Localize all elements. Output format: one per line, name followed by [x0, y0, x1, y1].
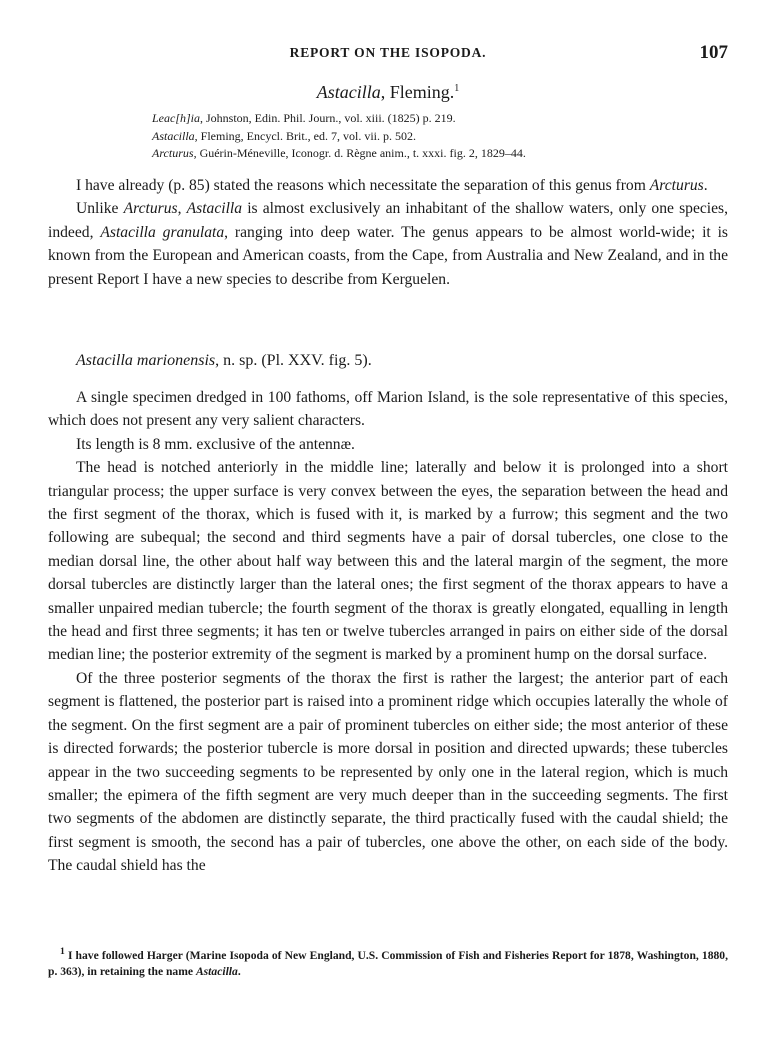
running-head — [48, 42, 728, 66]
page-number: 107 — [699, 42, 728, 63]
description-paragraph: A single specimen dredged in 100 fathoms, off Marion Island, is the sole representative of this species, which does not present any very salient characters. — [48, 389, 728, 430]
footnote-text-end: . — [237, 964, 241, 978]
species-suffix: , n. sp. (Pl. XXV. fig. 5). — [215, 352, 372, 369]
text-run: , — [177, 200, 187, 218]
species-name: Astacilla marionensis — [76, 352, 216, 369]
footnote-taxon: Astacilla — [195, 964, 238, 978]
description-paragraph: Of the three posterior segments of the thorax the first is rather the largest; the anterior part of each segment is flattened, the posterior part is raised into a prominent ridge which occupies laterally the whole of the segment. On the first segment are a pair of prominent tubercles on either side; the most anterior of these is directed forwards; the posterior tubercle is more dorsal in position and directed upwards; these tubercles appear in the two succeeding segments to be represented by only one in the lateral region, which is much smaller; the epimera of the fifth segment are very much deeper than in the succeeding segments. The first two segments of the abdomen are distinctly separate, the third practically fused with the caudal shield; the first segment is smooth, the second has a pair of tubercles, one above the other, on each side of the body. The caudal shield has the — [48, 669, 728, 875]
footnote-mark: 1 — [60, 946, 65, 957]
text-run: , ranging into deep water. The genus appears to be almost world-wide; it is known from the European and American coasts, from the Cape, from Australia and New Zealand, and in the present Report I have a new species to describe from Kerguelen. — [48, 223, 728, 288]
intro-paragraph — [48, 174, 728, 197]
description-paragraph: Its length is 8 mm. exclusive of the antennæ. — [76, 435, 355, 453]
text-run: is almost exclusively an inhabitant of the shallow waters, only one species, indeed, — [48, 200, 729, 241]
genus-heading — [0, 82, 776, 103]
taxon-name: Astacilla granulata — [100, 223, 225, 241]
taxon-name: Arcturus — [123, 200, 178, 218]
species-description — [48, 386, 728, 878]
footnote-text: I have followed Harger (Marine Isopoda of New England, U.S. Commission of Fish and Fisheries Report for 1878, Washington, 1880, p. 363), in retaining the name — [48, 948, 728, 978]
text-run: I have already (p. 85) stated the reasons which necessitate the separation of this genus from — [76, 177, 650, 194]
intro-paragraph — [48, 197, 728, 291]
synonym-name: Leac[h]ia — [152, 111, 200, 125]
synonym-citation: , Fleming, Encycl. Brit., ed. 7, vol. vii. p. 502. — [194, 128, 416, 143]
synonym-name: Arcturus — [152, 146, 194, 160]
text-run: . — [703, 177, 708, 194]
synonymy-list — [152, 110, 752, 163]
taxon-name: Astacilla — [186, 200, 243, 218]
species-heading — [76, 352, 372, 370]
taxon-name: Arcturus — [649, 177, 704, 194]
genus-introduction — [48, 174, 728, 291]
synonym-citation: , Guérin-Méneville, Iconogr. d. Règne anim., t. xxxi. fig. 2, 1829–44. — [193, 146, 526, 160]
synonymy-entry — [152, 128, 752, 146]
genus-author: , Fleming. — [380, 82, 455, 102]
synonymy-entry — [152, 145, 752, 163]
text-run: Unlike — [76, 200, 124, 218]
genus-name: Astacilla — [316, 82, 381, 102]
genus-footnote-mark: 1 — [454, 83, 460, 94]
description-paragraph: The head is notched anteriorly in the middle line; laterally and below it is prolonged into a short triangular process; the upper surface is very convex between the eyes, the separation between the head and the first segment of the thorax, which is fused with it, is marked by a furrow; this segment and the two following are subequal; the second and third segments have a pair of dorsal tubercles, one close to the median dorsal line, the other about half way between this and the lateral margin of the segment, the more dorsal tubercles are distinctly larger than the lateral ones; the first segment of the thorax appears to have a smaller unpaired median tubercle; the fourth segment of the thorax is greatly elongated, equalling in length the head and first three segments; it has ten or twelve tubercles arranged in pairs on either side of the dorsal median line; the posterior extremity of the segment is marked by a prominent hump on the dorsal surface. — [48, 459, 728, 664]
synonymy-entry — [152, 110, 752, 128]
running-title: REPORT ON THE ISOPODA. — [289, 45, 487, 60]
synonym-name: Astacilla — [152, 128, 195, 143]
synonym-citation: , Johnston, Edin. Phil. Journ., vol. xiii. (1825) p. 219. — [200, 111, 456, 125]
footnote — [48, 944, 728, 980]
